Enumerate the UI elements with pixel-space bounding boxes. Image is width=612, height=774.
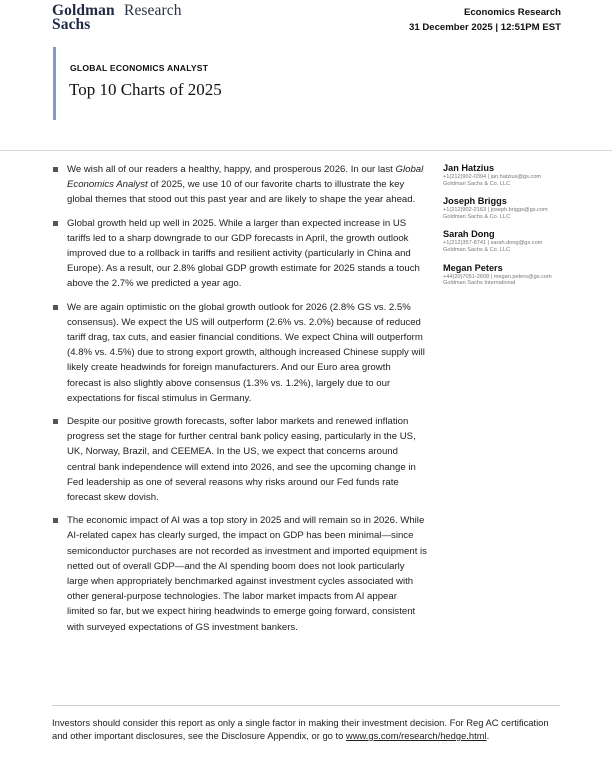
bullet-square-icon	[53, 305, 58, 310]
bullet-text: Global growth held up well in 2025. While a larger than expected increase in US tariffs led to a sharp downgrade to our GDP forecasts in April, the growth outlook improved due to a rollback in tariffs and resilient activity (particularly in China and Europe). As a result, our 2.8% global GDP growth estimate for 2025 stands a touch above the 2.7% we predicted a year ago.	[67, 217, 420, 290]
header-divider	[0, 150, 612, 151]
bullet-text: We are again optimistic on the global growth outlook for 2026 (2.8% GS vs. 2.5% consensus). We expect the US will outperform (2.6% vs. 2.0%) because of reduced tariff drag, tax cuts, and easier financial conditions. We expect China will outperform (4.8% vs. 4.5%) due to strong export growth, although increased Chinese supply will likely create headwinds for foreign manufacturers. And our Euro area growth forecast is also slightly above consensus (1.3% vs. 1.2%), largely due to our expectations for fiscal stimulus in Germany.	[67, 301, 425, 404]
bullet-text: The economic impact of AI was a top story in 2025 and will remain so in 2026. While AI-related capex has clearly surged, the impact on GDP has been minimal—since semiconductor purchases are not recorded as investment and imported equipment is netted out of overall GDP—and the AI spending boom does not look particularly large when appropriately benchmarked against investment cycles associated with other general-purpose technologies. The labor market impacts from AI appear limited so far, but we expect hiring headwinds to emerge going forward, consistent with surveyed expectations of GS investment bankers.	[67, 515, 427, 633]
bullet-item	[52, 414, 427, 505]
title-accent-bar	[53, 47, 56, 120]
author-entry	[443, 229, 568, 253]
bullet-square-icon	[53, 419, 58, 424]
bullet-text: Despite our positive growth forecasts, softer labor markets and renewed inflation progress set the stage for further central bank policy easing, particularly in the US, UK, Norway, Brazil, and CEEMEA. In the US, we expect that concerns around central bank independence will extend into 2026, and see the upcoming change in Fed leadership as one of several reasons why risks around our Fed funds rate forecast skew dovish.	[67, 416, 416, 504]
bullet-item	[52, 513, 427, 635]
report-title: Top 10 Charts of 2025	[69, 80, 222, 99]
bullet-item	[52, 162, 427, 208]
author-entry	[443, 263, 568, 287]
author-name: Jan Hatzius	[443, 163, 495, 173]
bullet-item	[52, 216, 427, 292]
author-list	[443, 163, 568, 296]
author-contact[interactable]: +1(212)902-0394 | jan.hatzius@gs.com	[443, 174, 542, 180]
author-contact[interactable]: +44(20)7051-2608 | megan.peters@gs.com	[443, 273, 552, 280]
author-entry	[443, 163, 568, 187]
section-label: Economics Research	[463, 7, 561, 18]
author-contact[interactable]: +1(212)902-2163 | joseph.briggs@gs.com	[443, 207, 548, 214]
bullet-square-icon	[53, 518, 58, 523]
bullet-text: We wish all of our readers a healthy, happy, and prosperous 2026. In our last Global Economics Analyst of 2025, we use 10 of our favorite charts to illustrate the key global themes that stood out this past year and are likely to shape the year ahead.	[67, 164, 424, 206]
goldman-sachs-logo	[52, 2, 182, 33]
bullet-square-icon	[53, 221, 58, 226]
author-name: Sarah Dong	[443, 229, 495, 240]
author-contact[interactable]: +1(212)357-8741 | sarah.dong@gs.com	[443, 240, 543, 247]
header-meta	[409, 5, 561, 35]
report-date: 31 December 2025 | 12:51PM EST	[408, 22, 561, 33]
logo-line-2: Sachs	[52, 16, 91, 33]
author-firm: Goldman Sachs & Co. LLC	[443, 213, 511, 220]
report-body	[52, 162, 427, 643]
bullet-item	[52, 300, 427, 406]
logo-line-1: Goldman	[52, 2, 115, 19]
disclosure-link[interactable]: www.gs.com/research/hedge.html	[345, 730, 487, 741]
author-firm: Goldman Sachs & Co. LLC	[443, 246, 511, 253]
author-firm: Goldman Sachs International	[443, 280, 516, 287]
logo-research-label: Research	[124, 2, 182, 19]
footer-divider	[52, 705, 560, 706]
author-name: Megan Peters	[443, 262, 503, 273]
disclaimer: Investors should consider this report as only a single factor in making their investment decision. For Reg AC certification and other important disclosures, see the Disclosure Appendix, or go to www.gs.com/research/hedge.html.	[52, 717, 549, 741]
report-series: GLOBAL ECONOMICS ANALYST	[70, 63, 209, 73]
author-firm: Goldman Sachs & Co. LLC	[443, 180, 511, 187]
disclaimer-text: Investors should consider this report as only a single factor in making their investment decision. For Reg AC certification and other important disclosures, see the Disclosure Appendix, or go to	[52, 717, 549, 741]
bullet-square-icon	[53, 167, 58, 172]
author-entry	[443, 196, 568, 220]
author-name: Joseph Briggs	[443, 196, 507, 207]
